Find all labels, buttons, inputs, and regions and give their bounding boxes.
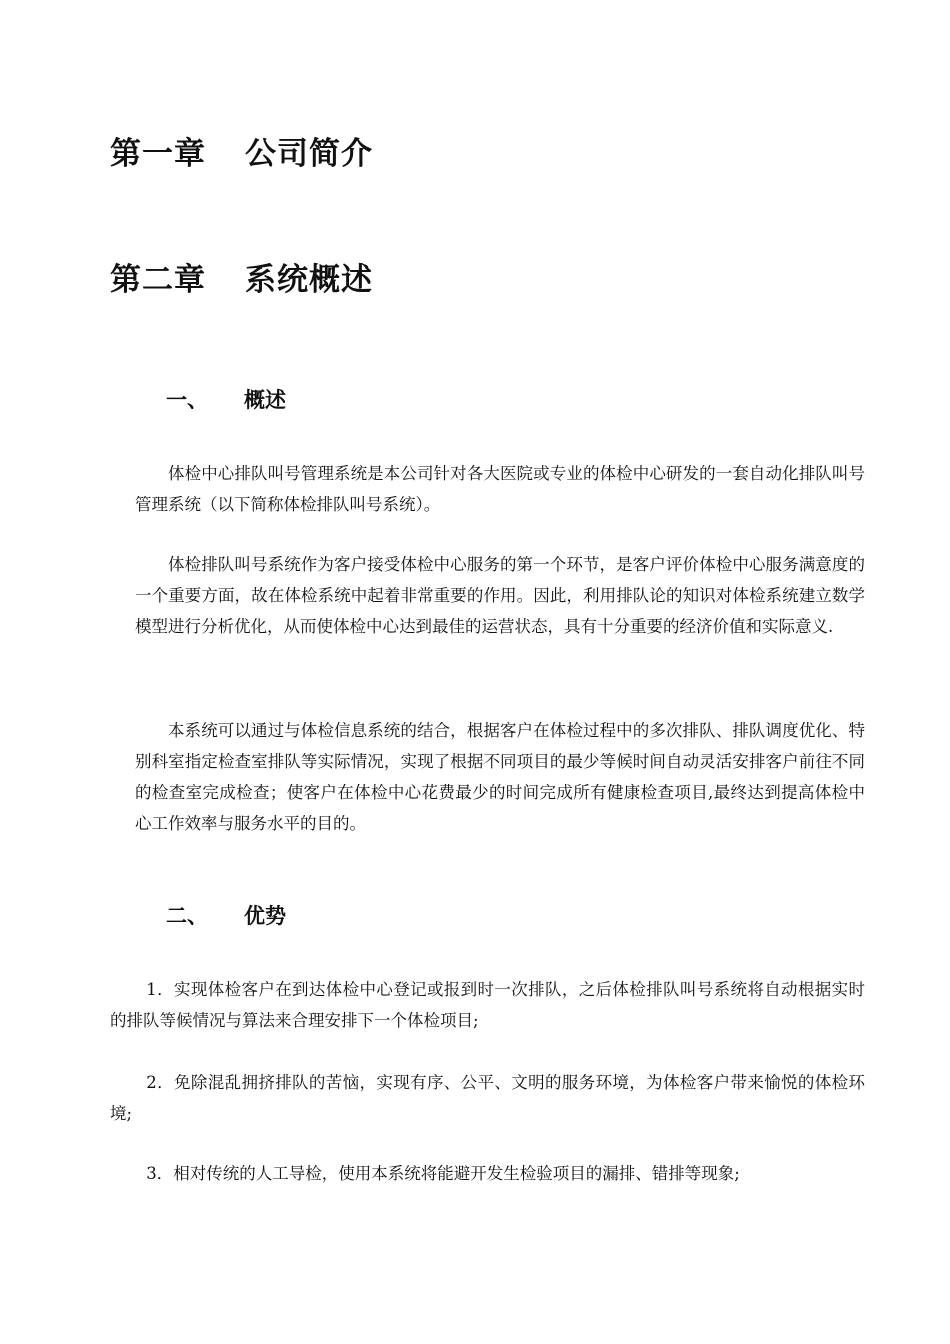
- section-2-number: 二、: [166, 904, 208, 928]
- overview-paragraph-1: 体检中心排队叫号管理系统是本公司针对各大医院或专业的体检中心研发的一套自动化排队叫号管理系统（以下简称体检排队叫号系统）。: [135, 464, 865, 514]
- chapter-1-heading: [110, 128, 373, 173]
- section-2-title: 优势: [244, 904, 286, 928]
- advantage-item-3: 3．相对传统的人工导检，使用本系统将能避开发生检验项目的漏排、错排等现象;: [146, 1164, 740, 1183]
- section-1-number: 一、: [166, 388, 208, 412]
- section-1-title: 概述: [244, 388, 286, 412]
- advantage-item-1: 1．实现体检客户在到达体检中心登记或报到时一次排队，之后体检排队叫号系统将自动根据实时的排队等候情况与算法来合理安排下一个体检项目;: [110, 980, 865, 1030]
- section-2-heading: [166, 900, 286, 930]
- overview-paragraph-3: 本系统可以通过与体检信息系统的结合，根据客户在体检过程中的多次排队、排队调度优化、特别科室指定检查室排队等实际情况，实现了根据不同项目的最少等候时间自动灵活安排客户前往不同的检查室完成检查；使客户在体检中心花费最少的时间完成所有健康检查项目,最终达到提高体检中心工作效率与服务水平的目的。: [135, 721, 865, 833]
- chapter-2-number: 第二章: [110, 262, 206, 298]
- section-1-heading: [166, 384, 286, 414]
- chapter-2-heading: [110, 254, 373, 299]
- chapter-2-title: 系统概述: [245, 262, 373, 298]
- advantage-item-2: 2．免除混乱拥挤排队的苦恼，实现有序、公平、文明的服务环境，为体检客户带来愉悦的体检环境;: [110, 1073, 865, 1123]
- chapter-1-number: 第一章: [110, 136, 206, 172]
- chapter-1-title: 公司简介: [245, 136, 373, 172]
- overview-paragraph-2: 体检排队叫号系统作为客户接受体检中心服务的第一个环节，是客户评价体检中心服务满意度的一个重要方面，故在体检系统中起着非常重要的作用。因此，利用排队论的知识对体检系统建立数学模型进行分析优化，从而使体检中心达到最佳的运营状态，具有十分重要的经济价值和实际意义.: [135, 555, 865, 636]
